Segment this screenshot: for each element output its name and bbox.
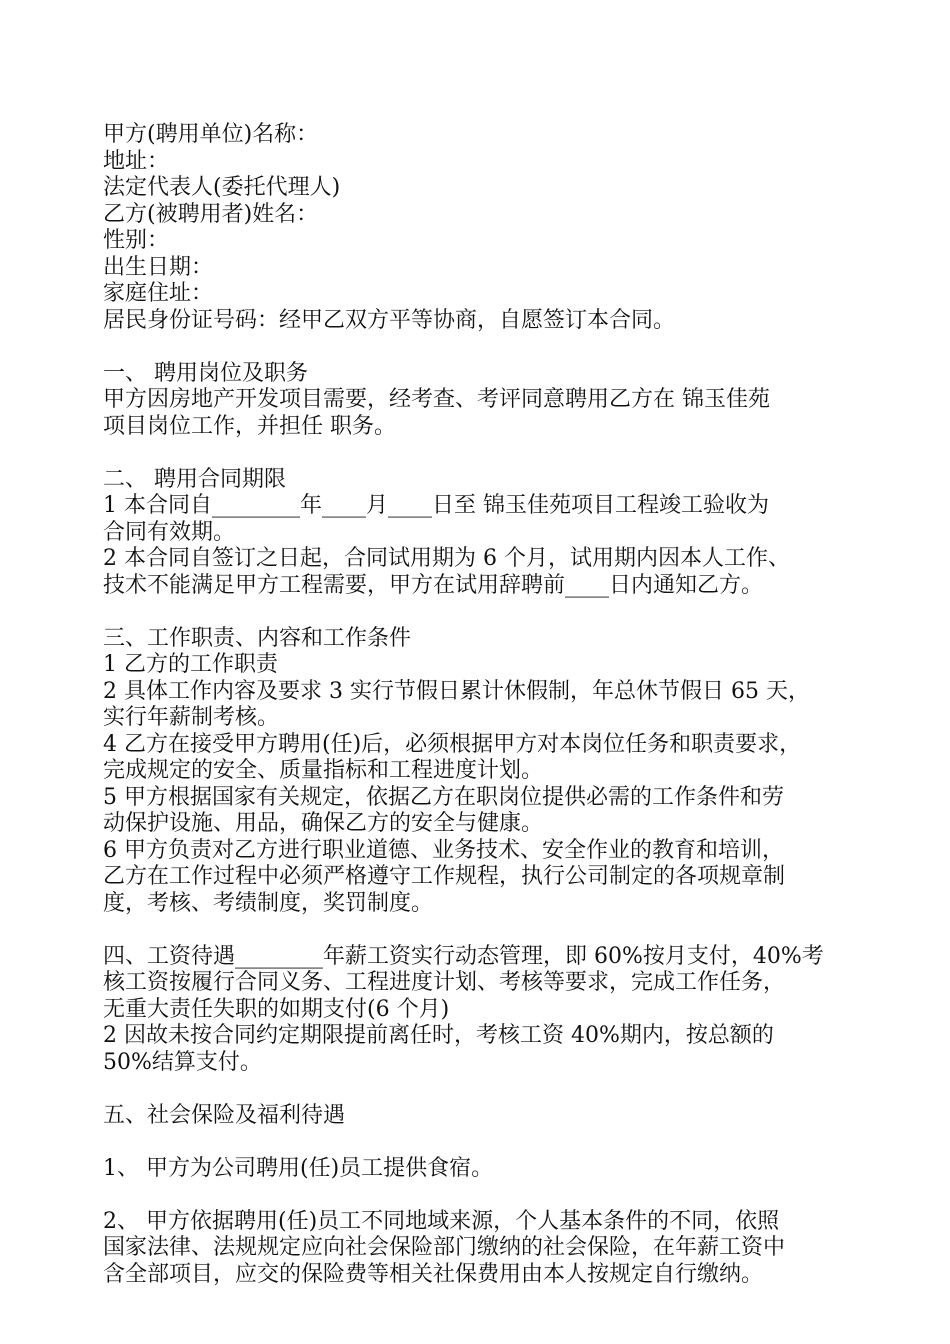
party-info-block [103,122,863,334]
paragraph-line: 度，考核、考绩制度，奖罚制度。 [103,890,434,916]
spacer [103,1182,863,1209]
paragraph-line: 2、 甲方依据聘用(任)员工不同地域来源，个人基本条件的不同，依照 [103,1208,780,1234]
paragraph-line: 4 乙方在接受甲方聘用(任)后，必须根据甲方对本岗位任务和职责要求， [103,731,802,757]
paragraph-line: 1 乙方的工作职责 [103,652,278,677]
contract-document [103,122,863,1288]
paragraph-line: 50%结算支付。 [103,1049,262,1075]
paragraph-line: 乙方在工作过程中必须严格遵守工作规程，执行公司制定的各项规章制 [103,864,786,889]
spacer [103,440,863,467]
spacer [103,334,863,361]
section-insurance [103,1103,863,1289]
id-number-line: 居民身份证号码：经甲乙双方平等协商，自愿签订本合同。 [103,307,676,333]
section-heading: 一、 聘用岗位及职务 [103,360,308,386]
spacer [103,917,863,944]
section-heading: 三、工作职责、内容和工作条件 [103,625,412,651]
section-position [103,361,863,441]
gender-line: 性别： [103,228,170,253]
section-heading: 四、工资待遇________年薪工资实行动态管理，即 60%按月支付，40%考 [103,943,824,969]
address-line: 地址： [103,148,170,174]
party-b-name-line: 乙方(被聘用者)姓名： [103,201,319,227]
paragraph-line: 核工资按履行合同义务、工程进度计划、考核等要求，完成工作任务， [103,970,786,995]
paragraph-line: 动保护设施、用品，确保乙方的安全与健康。 [103,811,544,836]
paragraph-line: 2 具体工作内容及要求 3 实行节假日累计休假制，年总休节假日 65 天， [103,678,810,704]
spacer [103,1129,863,1156]
paragraph-line: 完成规定的安全、质量指标和工程进度计划。 [103,758,544,783]
section-duties [103,626,863,918]
paragraph-line: 项目岗位工作，并担任 职务。 [103,413,396,439]
spacer [103,599,863,626]
section-salary [103,944,863,1077]
paragraph-line: 2 因故未按合同约定期限提前离任时，考核工资 40%期内，按总额的 [103,1023,774,1048]
paragraph-line: 2 本合同自签订之日起，合同试用期为 6 个月，试用期内因本人工作、 [103,546,790,571]
spacer [103,1076,863,1103]
paragraph-line: 甲方因房地产开发项目需要，经考查、考评同意聘用乙方在 锦玉佳苑 [103,387,770,412]
section-heading: 五、社会保险及福利待遇 [103,1102,346,1128]
paragraph-line: 1、 甲方为公司聘用(任)员工提供食宿。 [103,1155,494,1181]
birth-date-line: 出生日期： [103,254,214,280]
paragraph-line: 技术不能满足甲方工程需要，甲方在试用辞聘前____日内通知乙方。 [103,572,764,598]
legal-representative-line: 法定代表人(委托代理人) [103,175,341,200]
paragraph-line: 无重大责任失职的如期支付(6 个月) [103,996,450,1022]
party-a-name-line: 甲方(聘用单位)名称： [103,122,319,147]
home-address-line: 家庭住址： [103,281,214,306]
paragraph-line: 5 甲方根据国家有关规定，依据乙方在职岗位提供必需的工作条件和劳 [103,784,784,810]
section-heading: 二、 聘用合同期限 [103,466,286,492]
section-term [103,467,863,600]
paragraph-line: 6 甲方负责对乙方进行职业道德、业务技术、安全作业的教育和培训， [103,837,784,863]
paragraph-line: 国家法律、法规规定应向社会保险部门缴纳的社会保险，在年薪工资中 [103,1235,786,1260]
paragraph-line: 1 本合同自________年____月____日至 锦玉佳苑项目工程竣工验收为 [103,493,769,518]
paragraph-line: 实行年薪制考核。 [103,705,280,730]
paragraph-line: 合同有效期。 [103,519,236,545]
paragraph-line: 含全部项目，应交的保险费等相关社保费用由本人按规定自行缴纳。 [103,1261,764,1287]
